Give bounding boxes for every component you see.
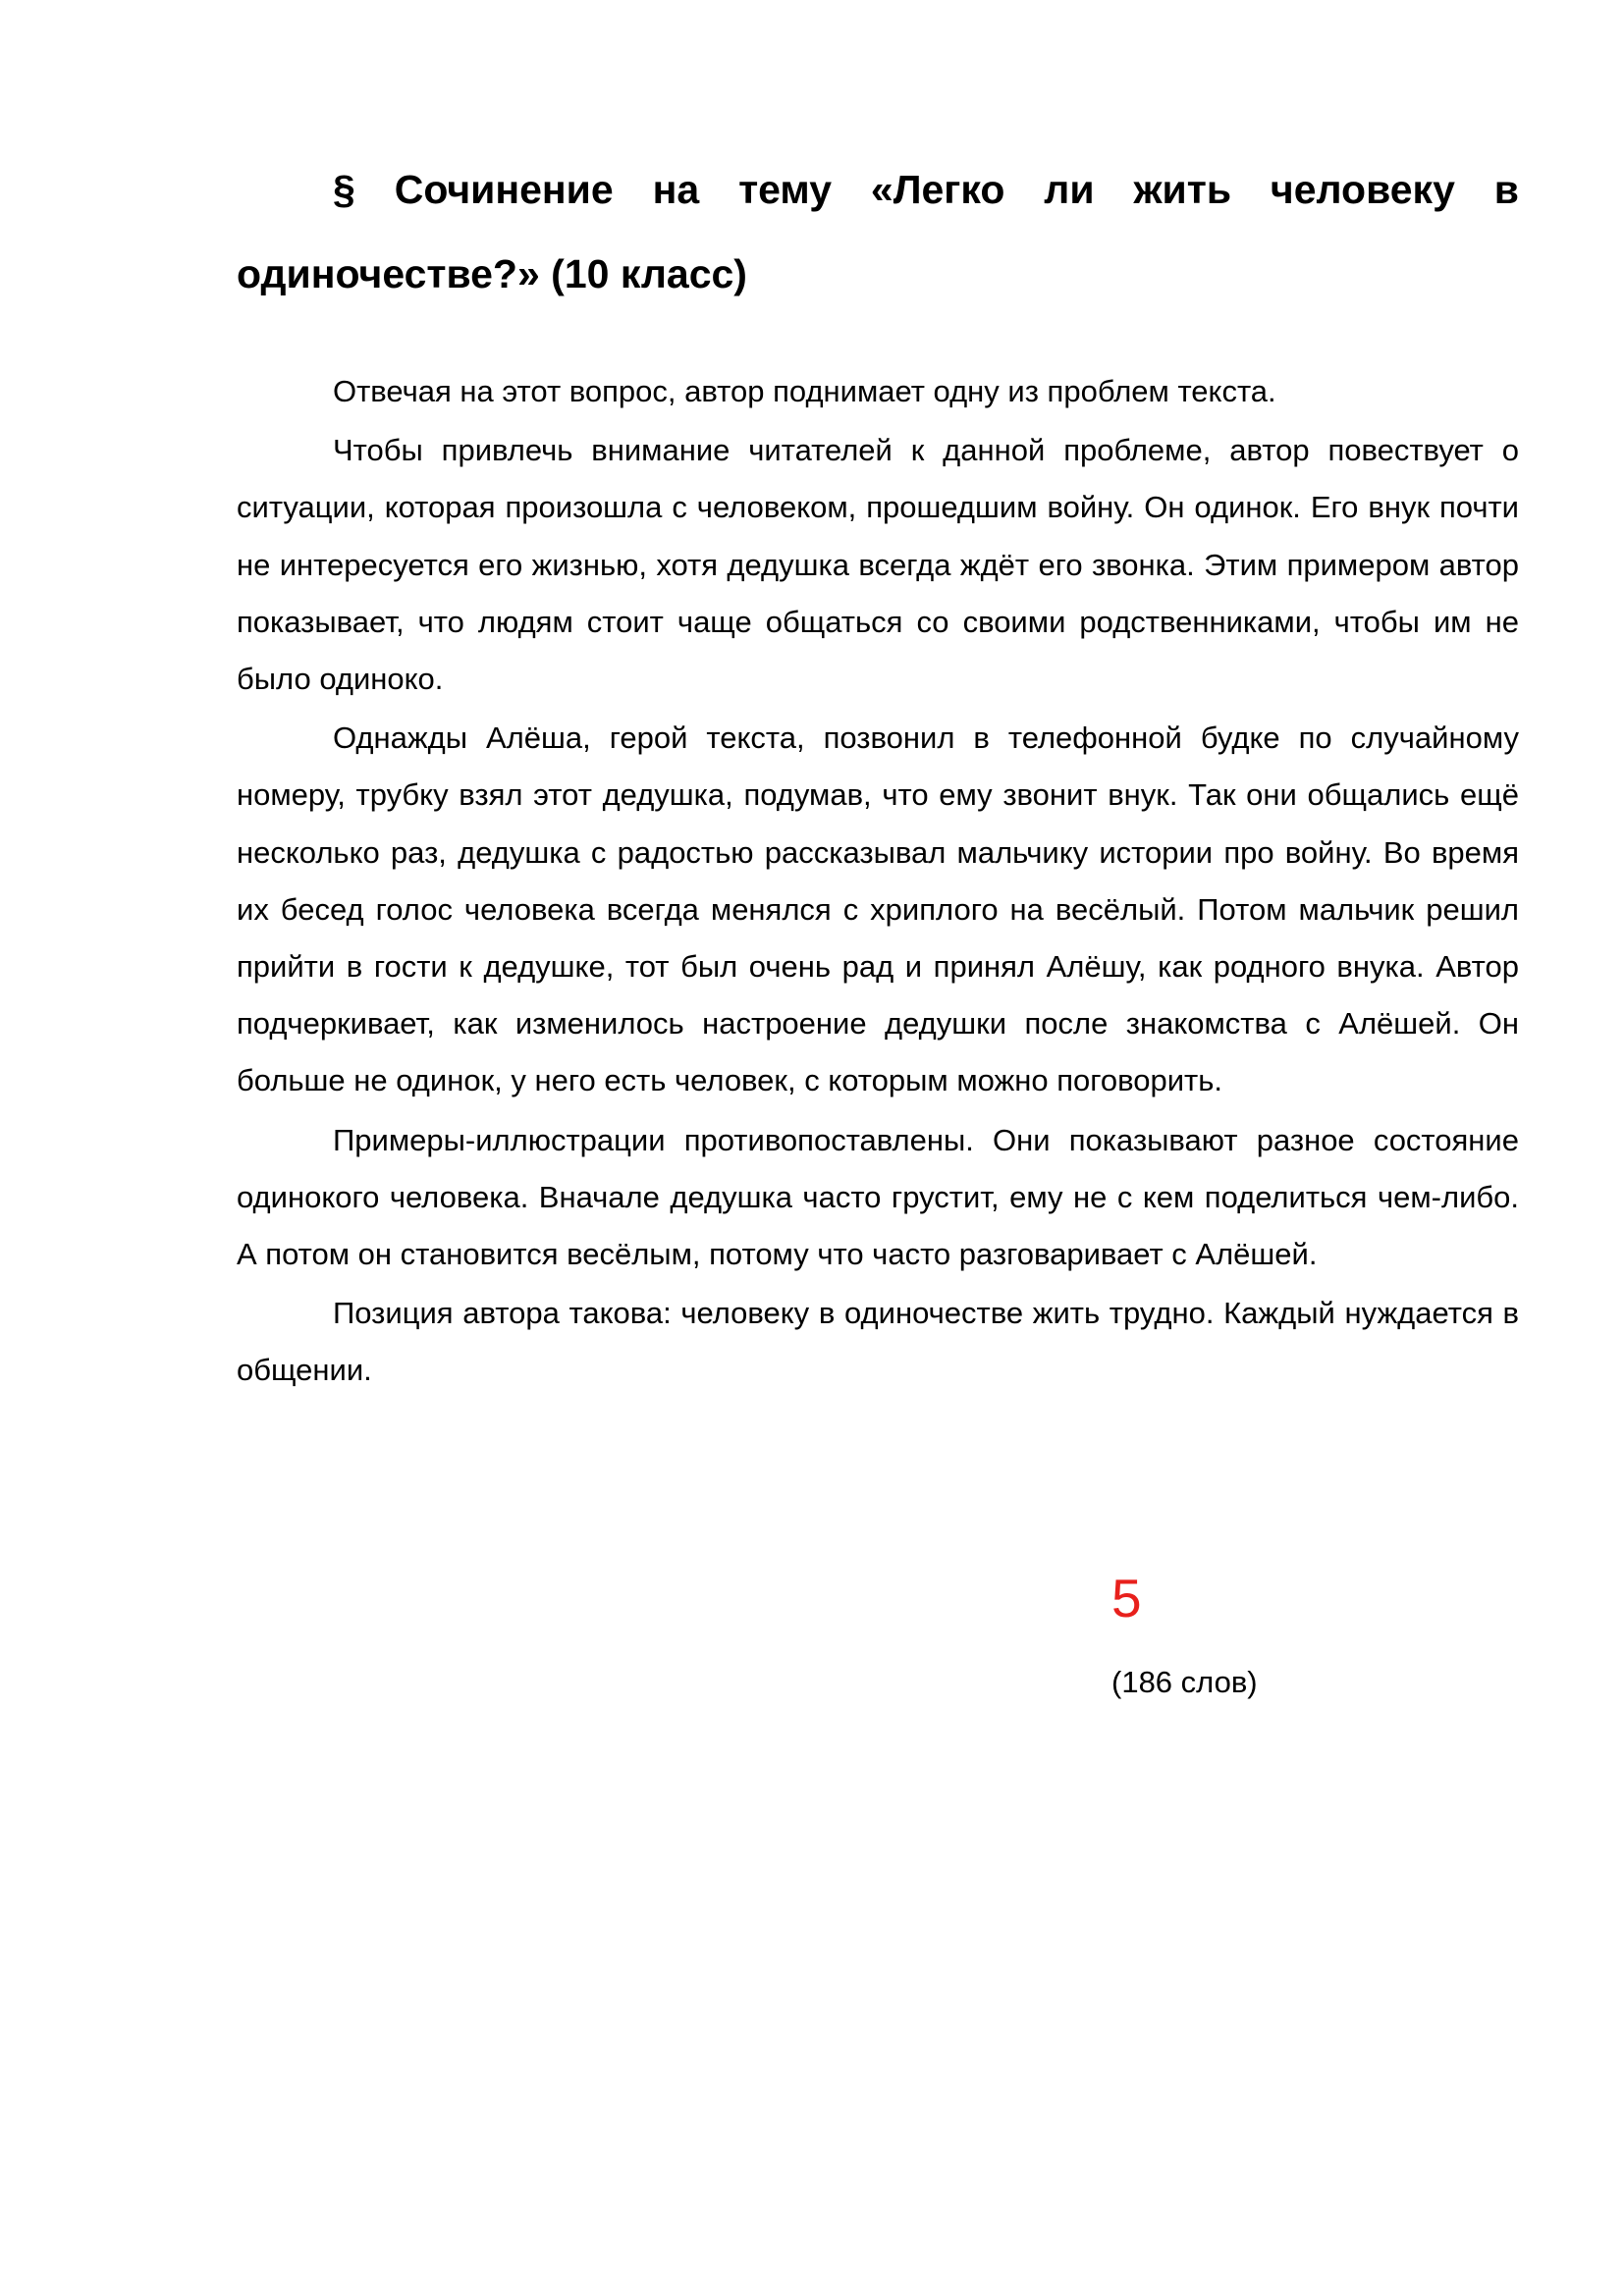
essay-paragraph-4: Примеры-иллюстрации противопоставлены. Они показывают разное состояние одинокого человека. Вначале дедушка часто грустит, ему не с кем поделиться чем-либо. А потом он становится весёлым, потому что часто разговаривает с Алёшей. [237,1122,1519,1272]
essay-paragraph-1: Отвечая на этот вопрос, автор поднимает одну из проблем текста. [333,374,1276,408]
essay-body [237,363,1519,1402]
essay-paragraph-2: Чтобы привлечь внимание читателей к данной проблеме, автор повествует о ситуации, которая произошла с человеком, прошедшим войну. Он одинок. Его внук почти не интересуется его жизнью, хотя дедушка всегда ждёт его звонка. Этим примером автор показывает, что людям стоит чаще общаться со своими родственниками, чтобы им не было одиноко. [237,433,1519,697]
essay-paragraph-5: Позиция автора такова: человеку в одиночестве жить трудно. Каждый нуждается в общении. [237,1296,1519,1388]
essay-title: § Сочинение на тему «Легко ли жить человеку в одиночестве?» (10 класс) [237,167,1519,296]
essay-paragraph-3: Однажды Алёша, герой текста, позвонил в телефонной будке по случайному номеру, трубку взял этот дедушка, подумав, что ему звонит внук. Так они общались ещё несколько раз, дедушка с радостью рассказывал мальчику истории про войну. Во время их бесед голос человека всегда менялся с хриплого на весёлый. Потом мальчик решил прийти в гости к дедушке, тот был очень рад и принял Алёшу, как родного внука. Автор подчеркивает, как изменилось настроение дедушки после знакомства с Алёшей. Он больше не одинок, у него есть человек, с которым можно поговорить. [237,721,1519,1098]
word-count: (186 слов) [1111,1665,1258,1699]
grade-mark: 5 [1111,1568,1142,1629]
